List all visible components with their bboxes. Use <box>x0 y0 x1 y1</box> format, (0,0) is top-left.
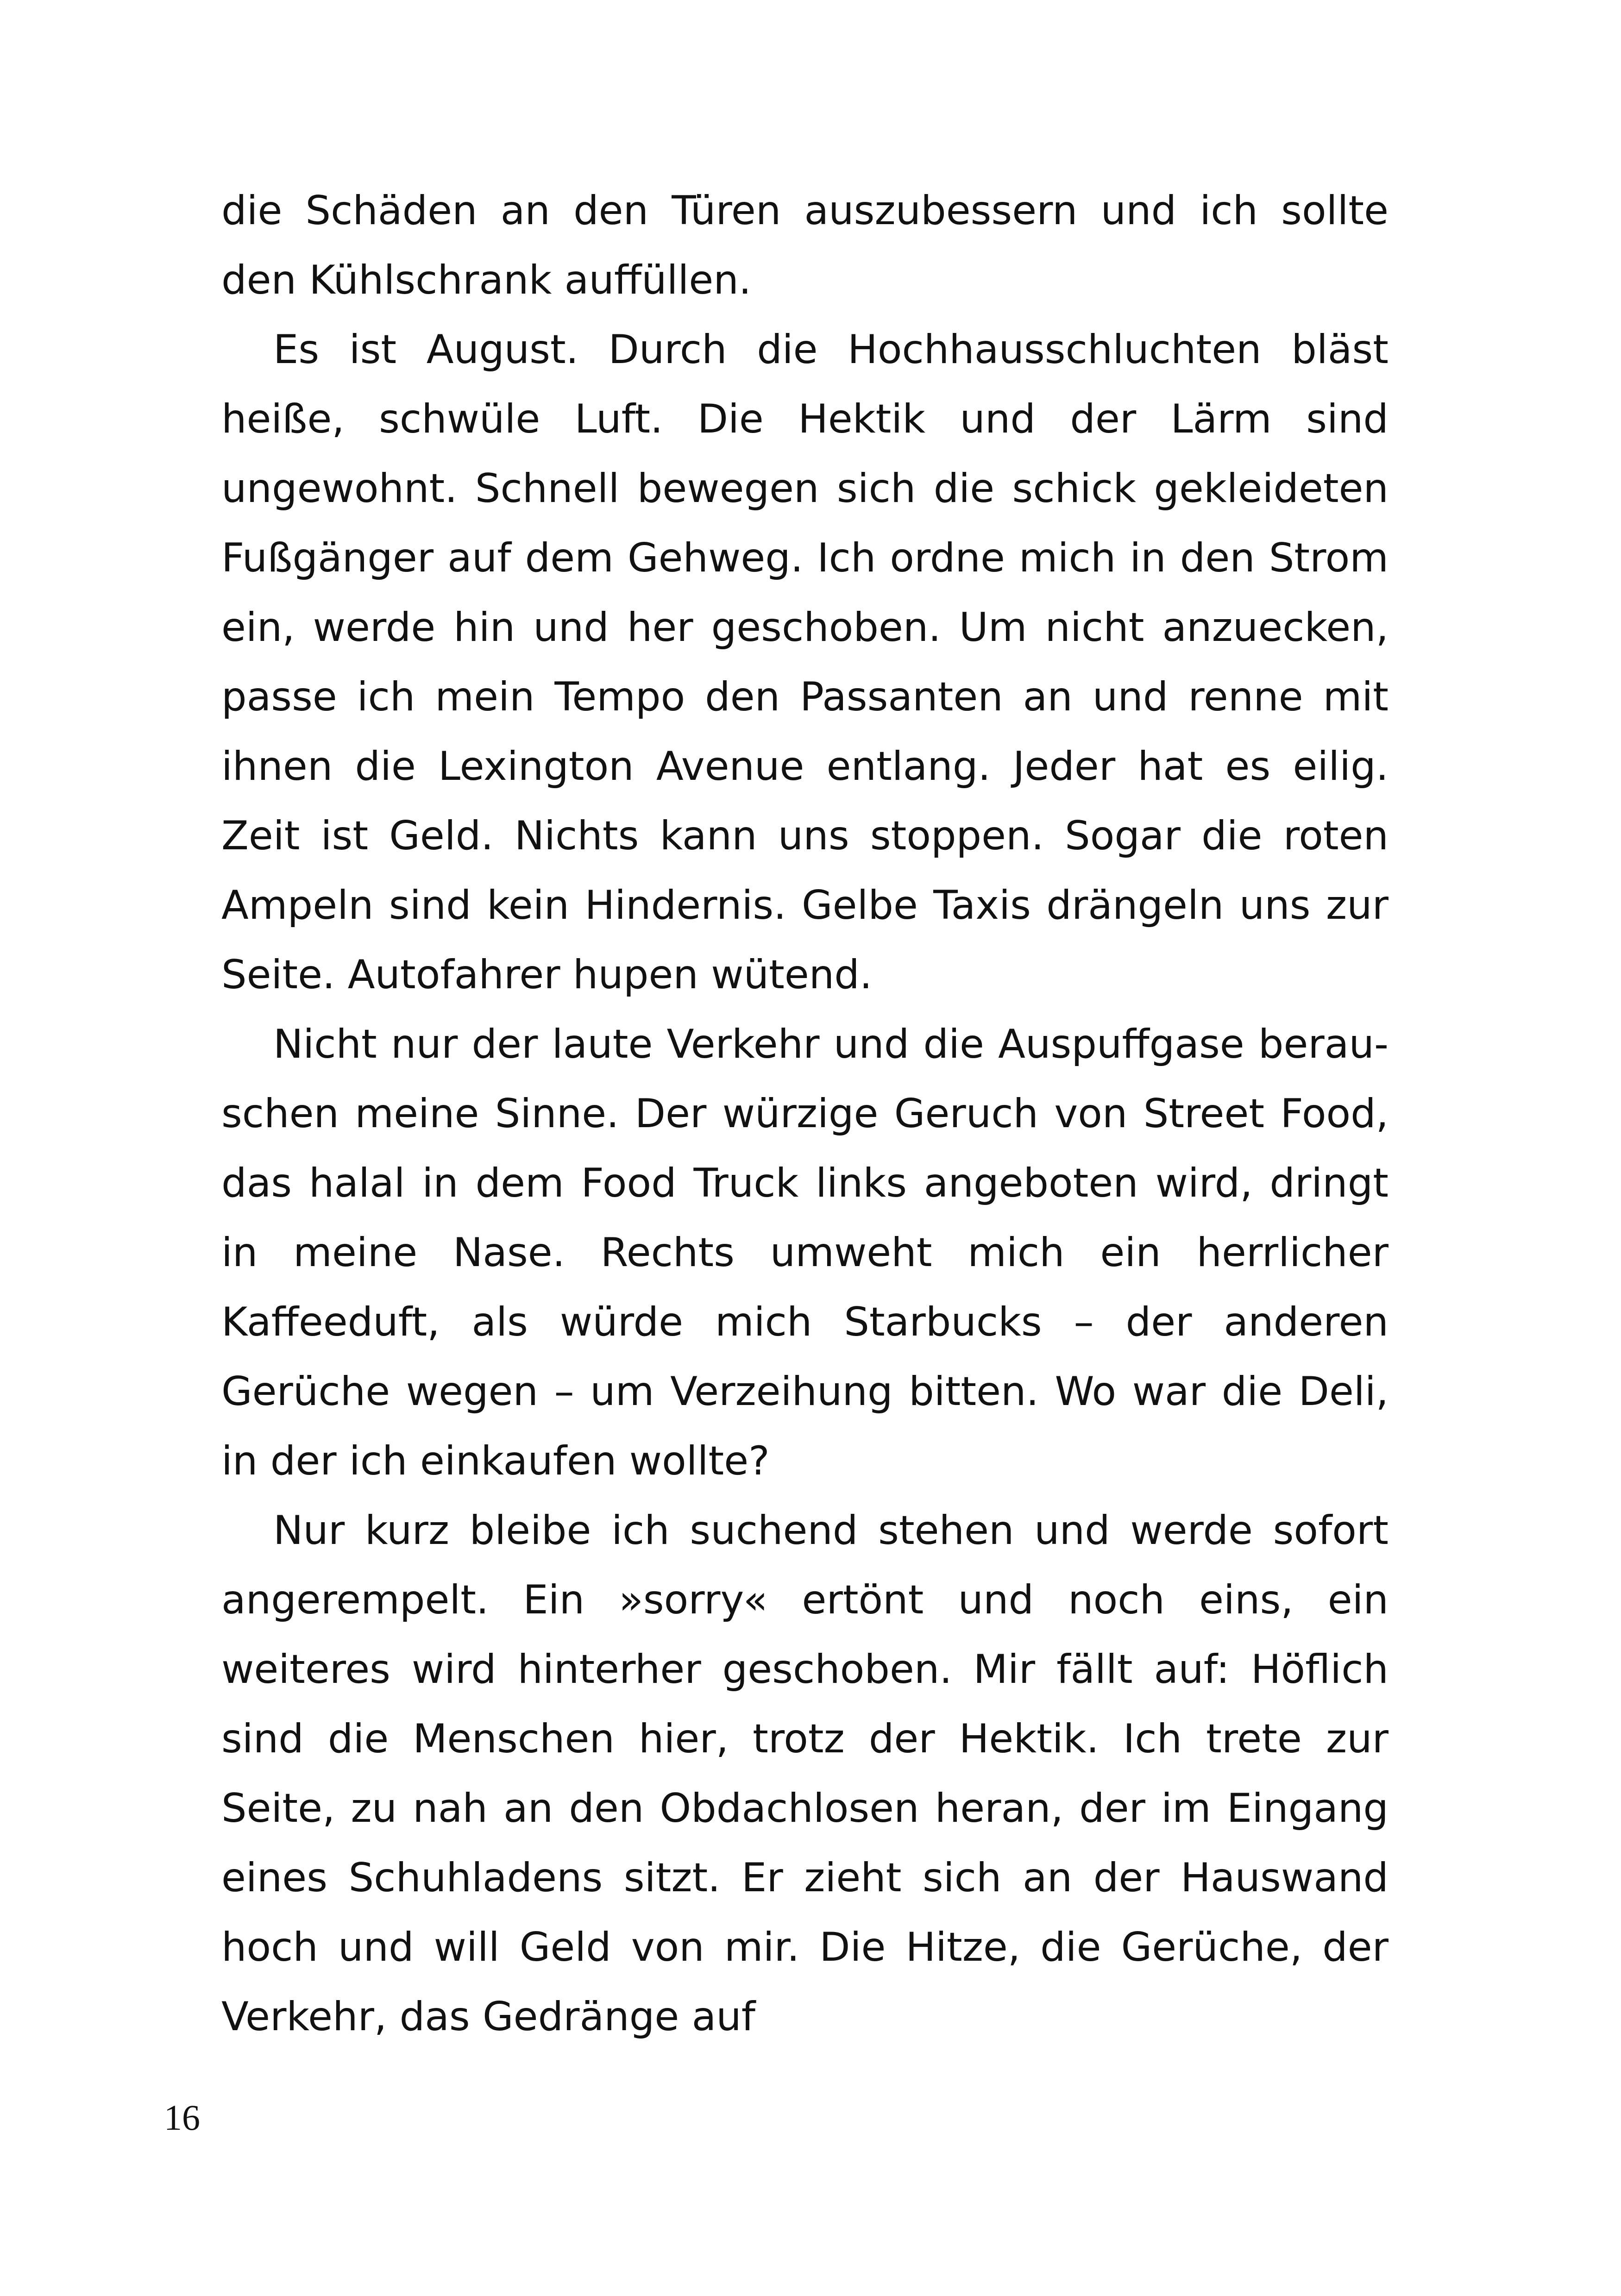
body-text <box>221 176 1389 2051</box>
paragraph: Nur kurz bleibe ich suchend stehen und werde sofort angerempelt. Ein »sorry« ertönt und noch eins, ein weiteres wird hinterher geschoben. Mir fällt auf: Höflich sind die Menschen hier, trotz der Hektik. Ich trete zur Seite, zu nah an den Obdachlosen heran, der im Eingang eines Schuhladens sitzt. Er zieht sich an der Hauswand hoch und will Geld von mir. Die Hitze, die Gerüche, der Verkehr, das Gedränge auf <box>221 1507 1389 2040</box>
paragraph: Es ist August. Durch die Hochhausschluchten bläst heiße, schwüle Luft. Die Hektik und der Lärm sind ungewohnt. Schnell bewegen sich die schick gekleideten Fußgänger auf dem Gehweg. Ich ordne mich in den Strom ein, werde hin und her geschoben. Um nicht anzuecken, passe ich mein Tempo den Passanten an und renne mit ihnen die Lexington Avenue entlang. Jeder hat es eilig. Zeit ist Geld. Nichts kann uns stoppen. Sogar die roten Ampeln sind kein Hindernis. Gelbe Taxis drängeln uns zur Seite. Autofahrer hupen wütend. <box>221 326 1389 998</box>
paragraph: Nicht nur der laute Verkehr und die Auspuffgase berauschen meine Sinne. Der würzige Geruch von Street Food, das halal in dem Food Truck links angeboten wird, dringt in meine Nase. Rechts umweht mich ein herrlicher Kaffeeduft, als würde mich Starbucks – der anderen Gerüche wegen – um Verzeihung bitten. Wo war die Deli, in der ich einkaufen wollte? <box>221 1021 1389 1484</box>
paragraph: die Schäden an den Türen auszubessern und ich sollte den Kühlschrank auffüllen. <box>221 188 1389 303</box>
page-number: 16 <box>164 2097 200 2138</box>
